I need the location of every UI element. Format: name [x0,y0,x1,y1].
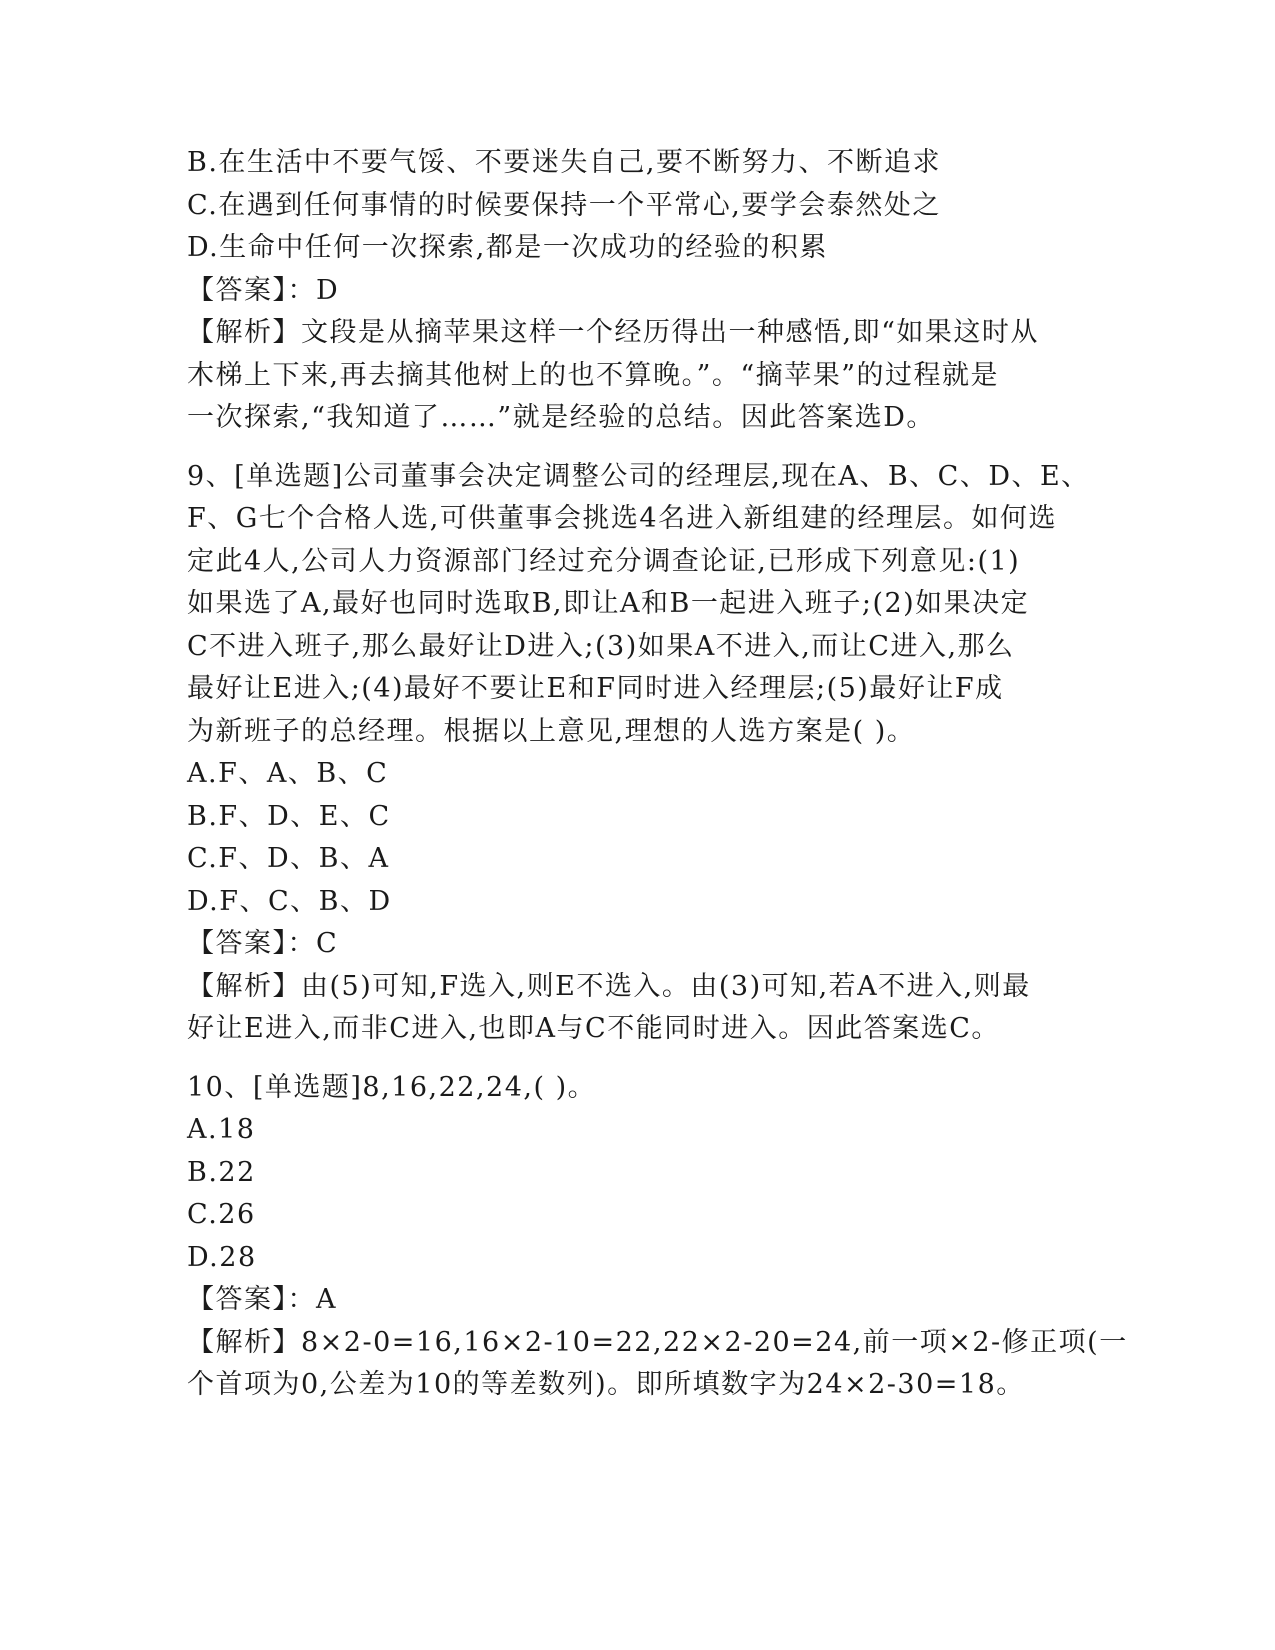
analysis-line: 【解析】文段是从摘苹果这样一个经历得出一种感悟,即“如果这时从 [187,317,1039,348]
answer: 【答案】：D [187,274,340,306]
analysis-line: 木梯上下来,再去摘其他树上的也不算晚。”。“摘苹果”的过程就是 [187,359,999,391]
option-a: A.18 [187,1114,256,1145]
option-a: A.F、A、B、C [187,758,389,789]
answer: 【答案】：C [187,928,339,959]
document-page [187,142,1128,1407]
question-stem-line: 为新班子的总经理。根据以上意见,理想的人选方案是( )。 [187,715,916,747]
analysis-line: 一次探索,“我知道了……”就是经验的总结。因此答案选D。 [187,402,935,433]
question-stem-line: F、G七个合格人选,可供董事会挑选4名进入新组建的经理层。如何选 [187,503,1058,534]
option-b: B.在生活中不要气馁、不要迷失自己,要不断努力、不断追求 [187,147,942,178]
question-10 [187,1067,1128,1407]
option-d: D.F、C、B、D [187,885,392,917]
analysis-line: 好让E进入,而非C进入,也即A与C不能同时进入。因此答案选C。 [187,1013,1000,1044]
question-stem-line: 最好让E进入;(4)最好不要让E和F同时进入经理层;(5)最好让F成 [187,673,1004,704]
option-c: C.26 [187,1199,256,1230]
question-stem-line: 9、[单选题]公司董事会决定调整公司的经理层,现在A、B、C、D、E、 [187,460,1090,492]
question-stem-line: 定此4人,公司人力资源部门经过充分调查论证,已形成下列意见:(1) [187,545,1021,577]
question-stem-line: C不进入班子,那么最好让D进入;(3)如果A不进入,而让C进入,那么 [187,630,1015,662]
answer: 【答案】：A [187,1284,337,1315]
question-stem-line: 如果选了A,最好也同时选取B,即让A和B一起进入班子;(2)如果决定 [187,588,1030,619]
analysis-line: 个首项为0,公差为10的等差数列)。即所填数字为24×2-30=18。 [187,1369,1025,1400]
question-stem: 10、[单选题]8,16,22,24,( )。 [187,1071,597,1103]
analysis-line: 【解析】8×2-0=16,16×2-10=22,22×2-20=24,前一项×2-修正项(一 [187,1326,1128,1358]
question-9 [187,456,1090,1051]
question-8 [187,142,1077,440]
option-c: C.F、D、B、A [187,843,390,874]
option-b: B.22 [187,1156,256,1188]
option-b: B.F、D、E、C [187,800,391,832]
option-c: C.在遇到任何事情的时候要保持一个平常心,要学会泰然处之 [187,189,941,221]
option-d: D.28 [187,1241,257,1273]
analysis-line: 【解析】由(5)可知,F选入,则E不选入。由(3)可知,若A不进入,则最 [187,970,1031,1002]
option-d: D.生命中任何一次探索,都是一次成功的经验的积累 [187,232,828,263]
